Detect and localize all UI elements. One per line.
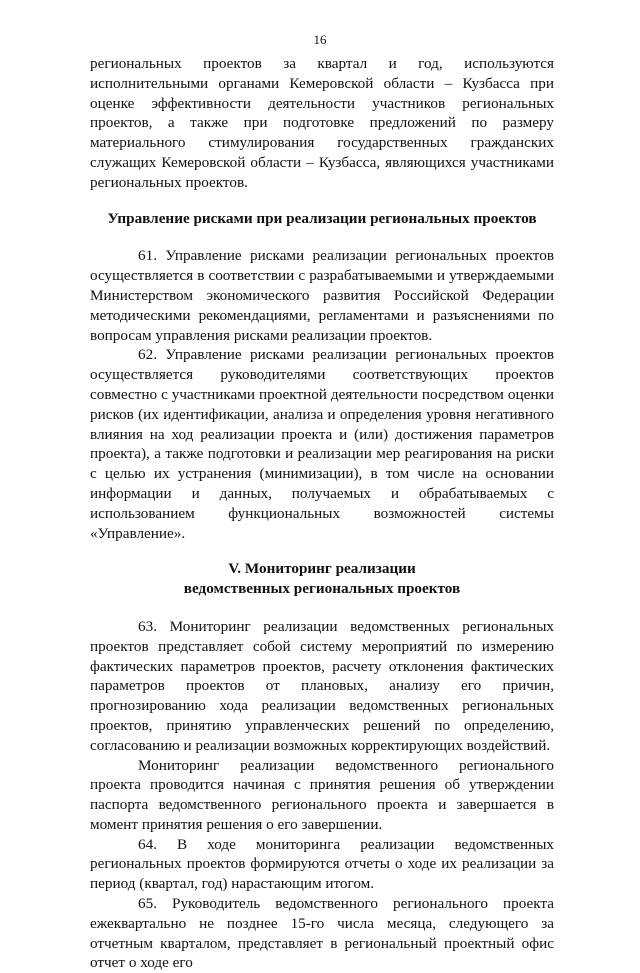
- paragraph-63: 63. Мониторинг реализации ведомственных региональных проектов представляет собой систему мероприятий по измерению фактических параметров проектов, расчету отклонения фактических параметров проектов от плановых, анализу его причин, прогнозированию хода реализации ведомственных региональных проектов, принятию управленческих решений по определению, согласованию и реализации возможных корректирующих воздействий.: [90, 617, 554, 754]
- paragraph-63-continued: Мониторинг реализации ведомственного регионального проекта проводится начиная с принятия решения об утверждении паспорта ведомственного регионального проекта и завершается в момент принятия решения о его завершении.: [90, 756, 554, 833]
- paragraph-intro: региональных проектов за квартал и год, используются исполнительными органами Кемеровской области – Кузбасса при оценке эффективности деятельности участников региональных проектов, а также при подготовке предложений по размеру материального стимулирования государственных гражданских служащих Кемеровской области – Кузбасса, являющихся участниками региональных проектов.: [90, 55, 554, 191]
- section-heading-v-line2: ведомственных региональных проектов: [183, 580, 461, 598]
- section-heading-v-line1: V. Мониторинг реализации: [228, 560, 416, 578]
- section-heading-risk-management: Управление рисками при реализации региональных проектов: [107, 209, 537, 227]
- section-heading-v: [90, 559, 554, 599]
- document-body: [90, 54, 554, 973]
- paragraph-61: 61. Управление рисками реализации региональных проектов осуществляется в соответствии с разрабатываемыми и утверждаемыми Министерством экономического развития Российской Федерации методическими рекомендациями, регламентами и разъяснениями по вопросам управления рисками реализации проектов.: [90, 247, 554, 344]
- paragraph-64: 64. В ходе мониторинга реализации ведомственных региональных проектов формируются отчеты о ходе их реализации за период (квартал, год) нарастающим итогом.: [90, 835, 554, 893]
- paragraph-65: 65. Руководитель ведомственного регионального проекта ежеквартально не позднее 15-го числа месяца, следующего за отчетным кварталом, представляет в региональный проектный офис отчет о ходе его: [90, 895, 554, 972]
- page-number: 16: [313, 32, 327, 47]
- paragraph-62: 62. Управление рисками реализации региональных проектов осуществляется руководителями соответствующих проектов совместно с участниками проектной деятельности посредством оценки рисков (их идентификации, анализа и определения уровня негативного влияния на ход реализации проекта и (или) достижения параметров проекта), а также подготовки и реализации мер реагирования на риски с целью их устранения (минимизации), в том числе на основании информации и данных, получаемых и обрабатываемых с использованием функциональных возможностей системы «Управление».: [90, 346, 554, 542]
